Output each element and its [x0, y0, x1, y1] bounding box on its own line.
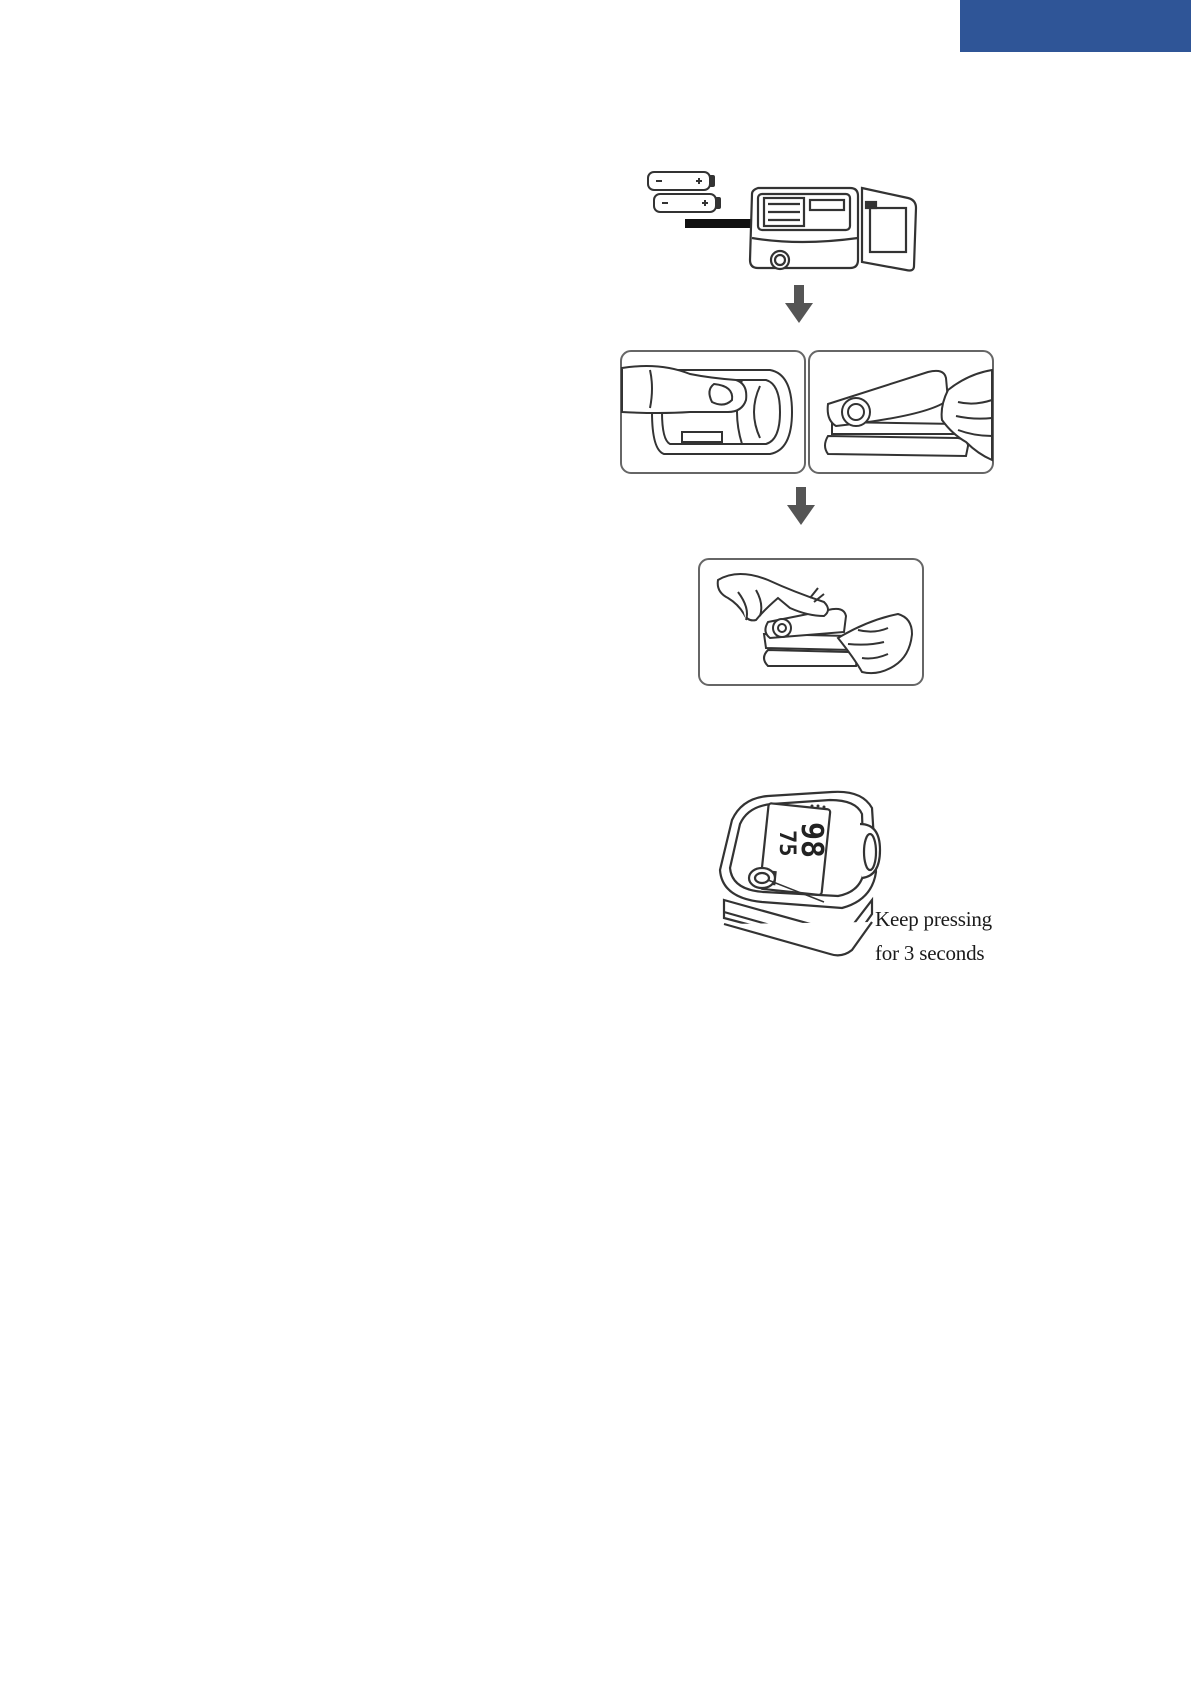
callout-line-2: for 3 seconds [875, 941, 985, 965]
down-arrow-icon [787, 487, 815, 527]
finger-in-clip-side-view [808, 350, 994, 474]
display-pr-value: 75 [774, 830, 799, 857]
display-spo2-value: 98 [794, 822, 829, 859]
down-arrow-icon [785, 285, 813, 325]
oximeter-display-illustration [712, 780, 882, 965]
battery-icon [654, 194, 720, 212]
battery-insertion-illustration [640, 168, 940, 278]
header-tab [960, 0, 1191, 52]
battery-icon [648, 172, 714, 190]
callout-line-1: Keep pressing [875, 907, 992, 931]
finger-in-clip-top-view [620, 350, 806, 474]
keep-pressing-callout [875, 902, 992, 970]
press-power-button-hands [698, 558, 924, 686]
